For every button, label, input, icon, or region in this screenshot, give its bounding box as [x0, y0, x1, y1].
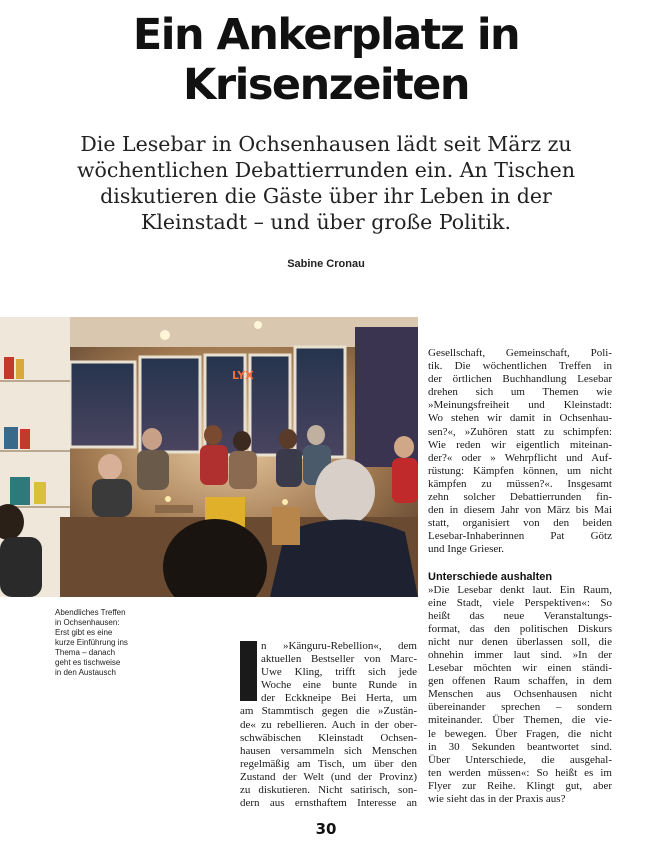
caption-line: Erst gibt es eine [55, 628, 113, 637]
body-line: drehen sich um Themen wie [428, 386, 612, 399]
body-line: le bewegen. Über Fragen, die nicht [428, 727, 612, 740]
body-line: de« zu rebellieren. Auch in der ober- [240, 718, 417, 731]
body-line: eine Stadt, viele Perspektiven«: So [428, 596, 612, 609]
body-line: der örtlichen Buchhandlung Lesebar [428, 373, 612, 386]
section-subhead: Unterschiede aushalten [428, 570, 553, 583]
body-line: Uwe Kling, trifft sich jede [261, 666, 417, 679]
body-line: Menschen aus Ochsenhausen nicht [428, 688, 612, 701]
body-line: Lesebar möchten wir einen ständi- [428, 662, 612, 675]
body-line: Über Unterschiede, die ausgehal- [428, 753, 612, 766]
caption-line: geht es tischweise [55, 658, 121, 667]
lead-line: Die Lesebar in Ochsenhausen lädt seit März zu [80, 132, 572, 156]
body-line: miteinander. Über Themen, die vie- [428, 714, 612, 727]
photo-illustration [0, 317, 418, 597]
caption-line: Thema – danach [55, 648, 116, 657]
photo-caption [55, 608, 155, 678]
lead-line: Kleinstadt – und über große Politik. [141, 210, 511, 234]
body-line: heißt das neue Veranstaltungs- [428, 609, 612, 622]
body-line: zu diskutieren. Nicht satirisch, son- [240, 784, 417, 797]
body-line: in 30 Sekunden beantwortet sind. [428, 740, 612, 753]
body-line: und Inge Grieser. [428, 543, 505, 556]
headline-line: Krisenzeiten [183, 60, 469, 110]
body-column-middle [240, 640, 417, 810]
body-line: regelmäßig am Tisch, um über den [240, 757, 417, 770]
body-line: zehn solcher Debattierrunden fin- [428, 491, 612, 504]
article-photo [0, 317, 418, 597]
body-line: der?« oder » Wehrpflicht und Auf- [428, 451, 612, 464]
body-line: Woche eine bunte Runde in [261, 679, 417, 692]
body-line: format, das den politischen Diskurs [428, 622, 612, 635]
caption-line: Abendliches Treffen [55, 608, 126, 617]
body-line: am Stammtisch gegen die »Zustän- [240, 705, 417, 718]
headline-line: Ein Ankerplatz in [132, 10, 520, 60]
body-line: hausen versammeln sich Menschen [240, 744, 417, 757]
body-line: Flyer zur Reihe. Klingt gut, aber [428, 779, 612, 792]
body-line: gen offenen Raum schaffen, in dem [428, 675, 612, 688]
caption-line: kurze Einführung ins [55, 638, 128, 647]
body-line: Wie reden wir eigentlich miteinan- [428, 438, 612, 451]
body-line: statt, organisiert von den beiden [428, 517, 612, 530]
article-lead [60, 131, 592, 235]
body-line: »Die Lesebar denkt laut. Ein Raum, [428, 583, 612, 596]
body-column-right [428, 347, 612, 806]
body-line: der Eckkneipe Bei Herta, um [261, 692, 417, 705]
body-line: Wo stehen wir damit in Ochsenhau- [428, 412, 612, 425]
body-line: ten werden müssen«: So heißt es im [428, 766, 612, 779]
article-headline [0, 10, 652, 110]
body-line: den in diesem Jahr von März bis Mai [428, 504, 612, 517]
body-line: wie sieht das in der Praxis aus? [428, 793, 566, 805]
body-line: aktuellen Bestseller von Marc- [261, 653, 417, 666]
body-line: kämpfen zu müssen?«. Insgesamt [428, 477, 612, 490]
body-line: übereinander sprechen – sondern [428, 701, 612, 714]
body-line: ohnehin immer laut sind. »In der [428, 648, 612, 661]
caption-line: in Ochsenhausen: [55, 618, 120, 627]
body-line: dern aus ernsthaftem Interesse an [240, 797, 417, 810]
body-line: nicht nur denen überlassen soll, die [428, 635, 612, 648]
body-line: n »Känguru-Rebellion«, dem [261, 640, 417, 652]
caption-line: in den Austausch [55, 668, 116, 677]
page-number: 30 [315, 820, 337, 838]
body-line: schwäbischen Kleinstadt Ochsen- [240, 731, 417, 744]
author-byline: Sabine Cronau [287, 258, 365, 270]
sign-text: LYX [232, 369, 254, 382]
body-line: rüstung: Kämpfen können, um nicht [428, 464, 612, 477]
body-line: »Meinungsfreiheit und Kleinstadt: [428, 399, 612, 412]
lead-line: diskutieren die Gäste über ihr Leben in der [100, 184, 552, 208]
body-line: Zustand der Welt (und der Provinz) [240, 770, 417, 783]
body-line: Gesellschaft, Gemeinschaft, Poli- [428, 347, 612, 359]
body-line: Lesebar-Inhaberinnen Pat Götz [428, 530, 612, 543]
lead-line: wöchentlichen Debattierrunden ein. An Tischen [76, 158, 576, 182]
body-line: tik. Die wöchentlichen Treffen in [428, 360, 612, 373]
body-line: sen?«, »Zuhören statt zu schimpfen: [428, 425, 612, 438]
